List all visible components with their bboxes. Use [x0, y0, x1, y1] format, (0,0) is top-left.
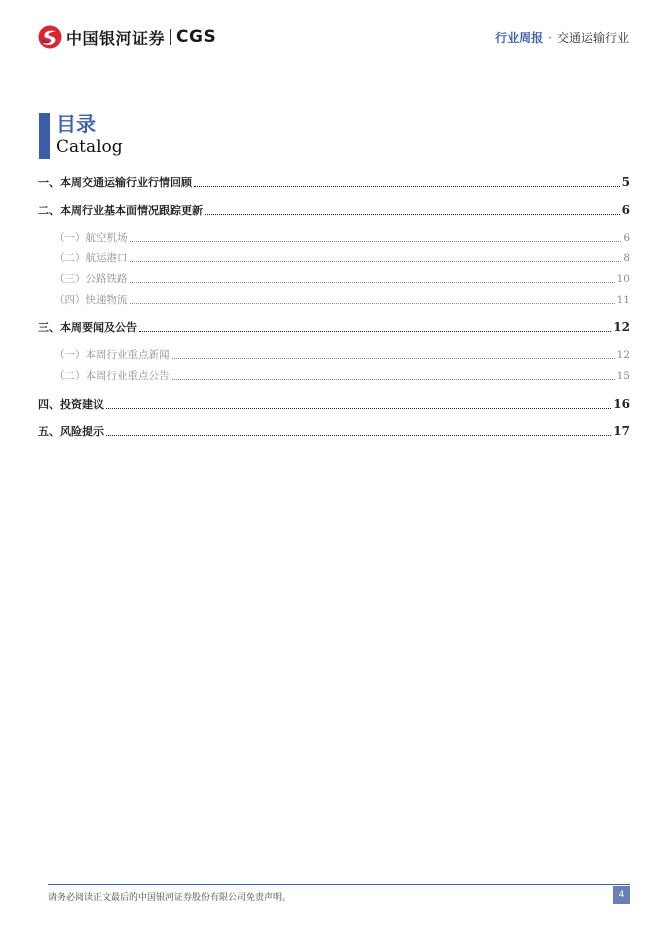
toc-leader-dots [130, 303, 615, 304]
toc-entry-label: 五、风险提示 [38, 425, 104, 438]
toc-leader-dots [205, 214, 620, 215]
toc-leader-dots [106, 408, 611, 409]
toc-entry-label: （四）快递物流 [54, 294, 128, 306]
toc-entry[interactable] [38, 174, 630, 190]
footer-divider [48, 884, 630, 885]
footer-disclaimer: 请务必阅读正文最后的中国银河证券股份有限公司免责声明。 [48, 893, 292, 903]
toc-leader-dots [172, 358, 615, 359]
toc-entry[interactable] [38, 292, 630, 307]
toc-leader-dots [194, 186, 620, 187]
cgs-logo-icon [38, 25, 62, 49]
toc-entry-page: 12 [613, 320, 630, 334]
toc-leader-dots [130, 282, 615, 283]
toc-entry-page: 11 [616, 294, 630, 306]
toc-leader-dots [130, 261, 622, 262]
toc-entry-label: 三、本周要闻及公告 [38, 321, 137, 334]
toc-entry-label: 四、投资建议 [38, 398, 104, 411]
toc-entry-label: 一、本周交通运输行业行情回顾 [38, 176, 192, 189]
toc-entry-page: 5 [621, 175, 630, 189]
toc-leader-dots [172, 379, 615, 380]
toc-entry[interactable] [38, 396, 630, 412]
toc-entry[interactable] [38, 368, 630, 383]
toc-entry[interactable] [38, 202, 630, 218]
toc-entry-page: 6 [621, 203, 630, 217]
toc-title-cn: 目录 [56, 112, 96, 136]
report-category [495, 29, 629, 46]
toc-entry-page: 12 [616, 349, 630, 361]
toc-entry-page: 17 [613, 424, 630, 438]
report-type: 行业周报 [495, 31, 544, 45]
toc-entry[interactable] [38, 423, 630, 439]
logo-text-cn: 中国银河证券 [66, 28, 166, 48]
toc-entry[interactable] [38, 230, 630, 245]
toc-entry[interactable] [38, 319, 630, 335]
toc-entry-label: （二）航运港口 [54, 252, 128, 264]
toc-leader-dots [130, 241, 622, 242]
logo-text-en: CGS [176, 27, 217, 47]
title-accent-bar [39, 113, 50, 159]
toc-entry-label: （一）航空机场 [54, 232, 128, 244]
toc-entry-page: 15 [616, 370, 630, 382]
industry-label: 交通运输行业 [556, 31, 629, 45]
toc-entry-page: 10 [616, 273, 630, 285]
page-number: 4 [613, 886, 630, 904]
toc-leader-dots [139, 331, 611, 332]
toc-entry[interactable] [38, 271, 630, 286]
toc-leader-dots [106, 435, 611, 436]
toc-entry-page: 16 [613, 397, 630, 411]
toc-entry-page: 8 [623, 252, 630, 264]
toc-entry-page: 6 [623, 232, 630, 244]
toc-entry-label: （二）本周行业重点公告 [54, 370, 170, 382]
toc-entry-label: 二、本周行业基本面情况跟踪更新 [38, 204, 203, 217]
logo-divider [170, 29, 171, 45]
toc-entry-label: （一）本周行业重点新闻 [54, 349, 170, 361]
toc-entry[interactable] [38, 250, 630, 265]
toc-title-en: Catalog [56, 137, 123, 157]
page-header [0, 0, 662, 60]
header-separator: · [548, 31, 552, 45]
toc-entry-label: （三）公路铁路 [54, 273, 128, 285]
company-logo [38, 25, 216, 49]
toc-entry[interactable] [38, 347, 630, 362]
